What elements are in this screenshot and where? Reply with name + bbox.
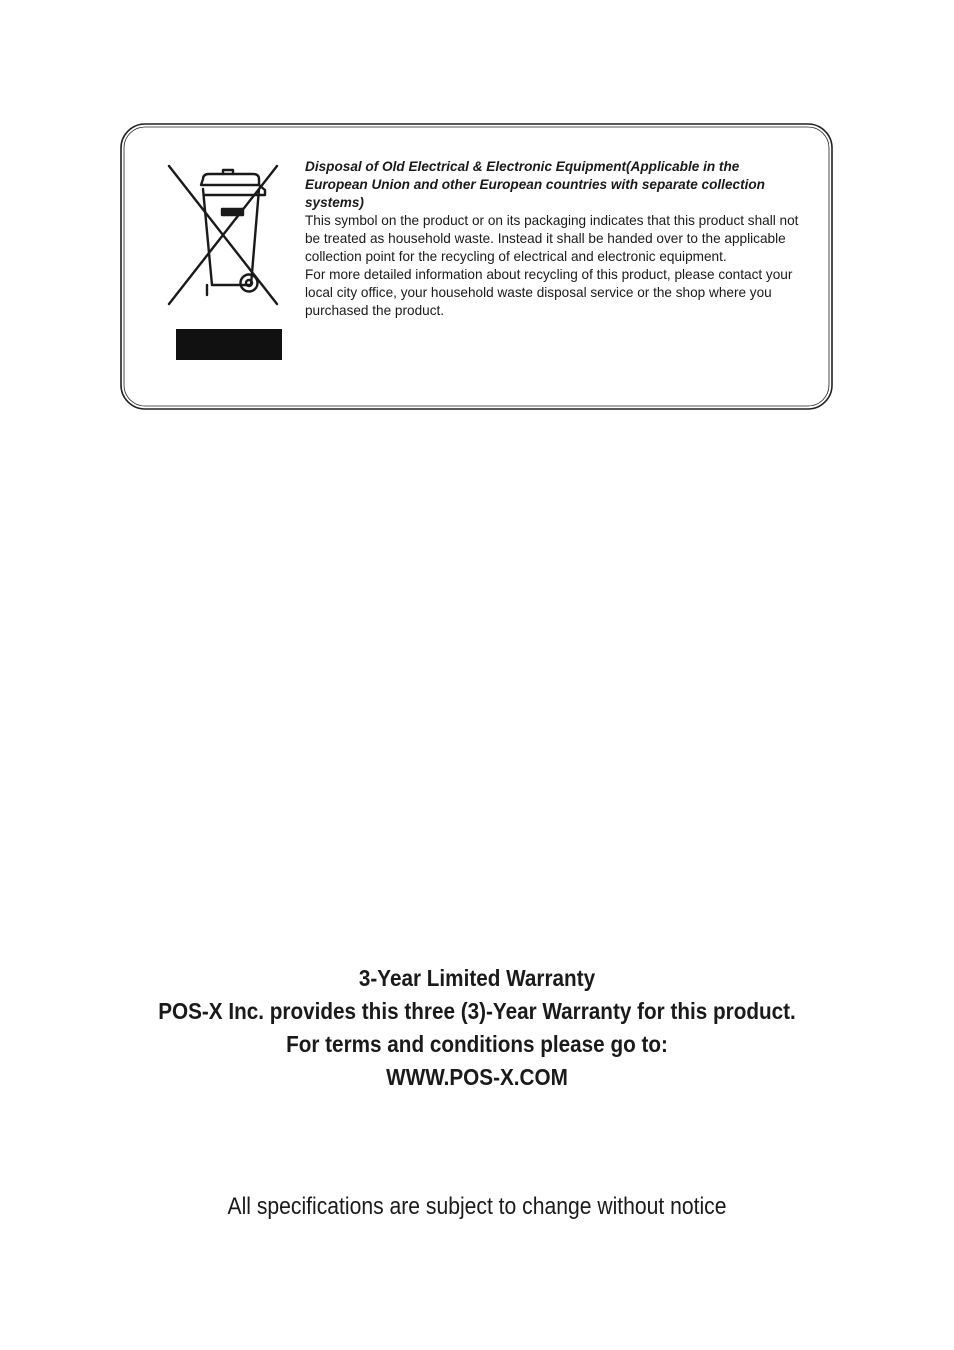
warranty-heading: 3-Year Limited Warranty — [358, 965, 596, 991]
weee-notice-box — [120, 123, 833, 410]
warranty-statement: POS-X Inc. provides this three (3)-Year Warranty for this product. — [158, 998, 796, 1024]
weee-notice-text — [305, 158, 805, 320]
warranty-website: WWW.POS-X.COM — [386, 1064, 568, 1090]
weee-notice-title: Disposal of Old Electrical & Electronic Equipment(Applicable in the European Union and other European countries with separate collection systems) — [305, 159, 765, 210]
warranty-terms-prompt: For terms and conditions please go to: — [286, 1031, 668, 1057]
crossed-out-wheelie-bin-icon — [167, 161, 283, 306]
weee-notice-paragraph-1: This symbol on the product or on its packaging indicates that this product shall not be treated as household waste. Instead it shall be handed over to the applicable collection point for the recycling of electrical and electronic equipment. — [305, 213, 799, 264]
weee-black-bar — [176, 329, 282, 360]
weee-notice-paragraph-2: For more detailed information about recycling of this product, please contact your local city office, your household waste disposal service or the shop where you purchased the product. — [305, 267, 793, 318]
spec-change-notice: All specifications are subject to change without notice — [227, 1193, 727, 1220]
warranty-block — [48, 962, 907, 1094]
